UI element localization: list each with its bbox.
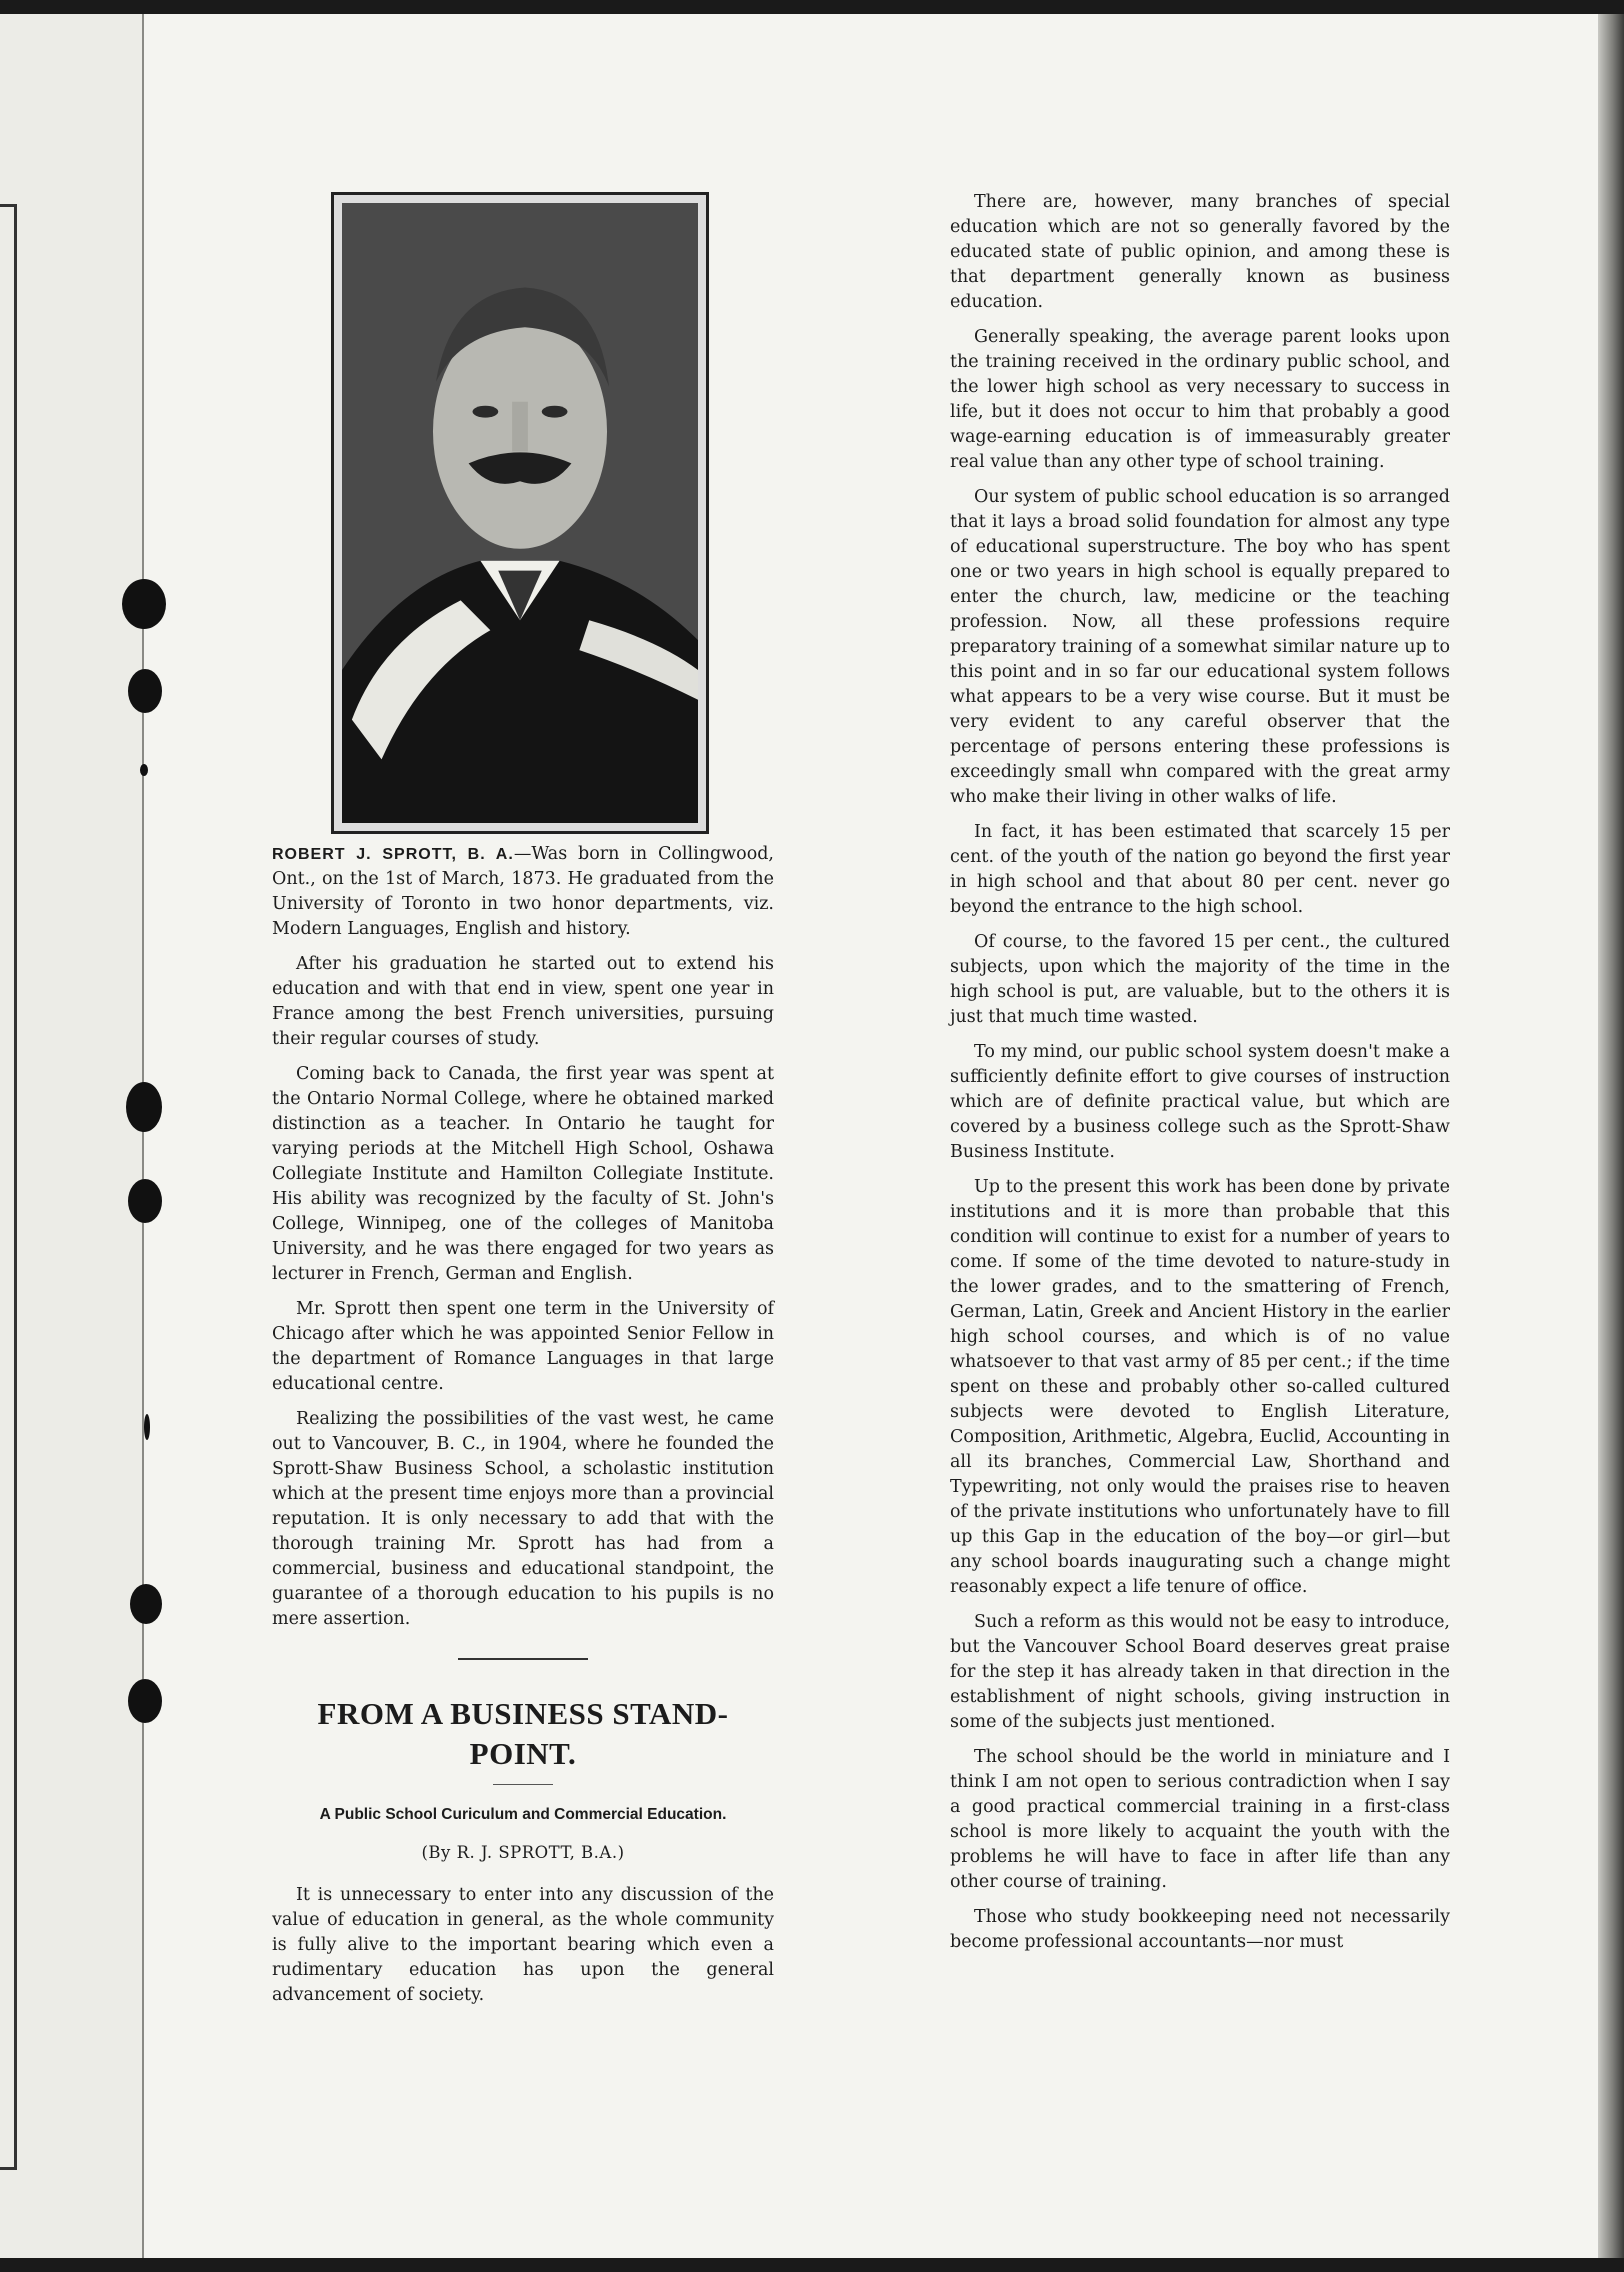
article-paragraph: Generally speaking, the average parent looks upon the training received in the ordinary public school, and the lower high school as very necessary to success in life, but it does not occur to him that probably a good wage-earning education is of immeasurably greater real value than any other type of school training. xyxy=(950,327,1450,472)
previous-page-edge xyxy=(0,14,144,2258)
bio-paragraph: After his graduation he started out to extend his education and with that end in view, spent one year in France among the best French universities, pursuing their regular courses of study. xyxy=(272,954,774,1049)
portrait-image xyxy=(342,203,698,823)
article-paragraph: In fact, it has been estimated that scarcely 15 per cent. of the youth of the nation go beyond the first year in high school and that about 80 per cent. never go beyond the entrance to the high school. xyxy=(950,822,1450,917)
article-title: FROM A BUSINESS STAND-POINT. xyxy=(317,1696,729,1771)
title-divider xyxy=(493,1784,553,1785)
binding-hole xyxy=(128,669,162,713)
right-column xyxy=(950,190,1450,1965)
binding-hole xyxy=(144,1414,150,1440)
binding-hole xyxy=(126,1082,162,1132)
caption-name: ROBERT J. SPROTT, B. A. xyxy=(272,846,514,863)
article-paragraph: It is unnecessary to enter into any discussion of the value of education in general, as the whole community is fully alive to the important bearing which even a rudimentary education has upon the general advancement of society. xyxy=(272,1885,774,2005)
bio-paragraph: Realizing the possibilities of the vast west, he came out to Vancouver, B. C., in 1904, where he founded the Sprott-Shaw Business School, a scholastic institution which at the present time enjoys more than a provincial reputation. It is only necessary to add that with the thorough training Mr. Sprott has had from a commercial, business and educational standpoint, the guarantee of a thorough education to his pupils is no mere assertion. xyxy=(272,1409,774,1629)
article-subtitle: A Public School Curiculum and Commercial Education. xyxy=(319,1806,727,1823)
article-byline: (By R. J. SPROTT, B.A.) xyxy=(421,1843,625,1862)
article-paragraph: Those who study bookkeeping need not necessarily become professional accountants—nor must xyxy=(950,1907,1450,1952)
binding-hole xyxy=(122,579,166,629)
bio-paragraph: Coming back to Canada, the first year was spent at the Ontario Normal College, where he obtained marked distinction as a teacher. In Ontario he taught for varying periods at the Mitchell High School, Oshawa Collegiate Institute and Hamilton Collegiate Institute. His ability was recognized by the faculty of St. John's College, Winnipeg, one of the colleges of Manitoba University, and he was there engaged for two years as lecturer in French, German and English. xyxy=(272,1064,774,1284)
previous-page-border xyxy=(0,204,17,2170)
section-divider xyxy=(458,1658,588,1660)
binding-hole xyxy=(128,1679,162,1723)
book-spine-edge xyxy=(1598,14,1624,2258)
article-paragraph: There are, however, many branches of special education which are not so generally favored by the educated state of public opinion, and among these is that department generally known as business education. xyxy=(950,192,1450,312)
article-paragraph: To my mind, our public school system doesn't make a sufficiently definite effort to give courses of instruction which are of definite practical value, but which are covered by a business college such as the Sprott-Shaw Business Institute. xyxy=(950,1042,1450,1162)
article-paragraph: Our system of public school education is so arranged that it lays a broad solid foundation for almost any type of educational superstructure. The boy who has spent one or two years in high school is equally prepared to enter the church, law, medicine or the teaching profession. Now, all these professions require preparatory training of a somewhat similar nature up to this point and in so far our educational system follows what appears to be a very wise course. But it must be very evident to any careful observer that the percentage of persons entering these professions is exceedingly small whn compared with the great army who make their living in other walks of life. xyxy=(950,487,1450,807)
left-column xyxy=(272,842,774,2018)
page xyxy=(0,14,1598,2258)
bio-paragraph: Mr. Sprott then spent one term in the University of Chicago after which he was appointed Senior Fellow in the department of Romance Languages in that large educational centre. xyxy=(272,1299,774,1394)
portrait-caption xyxy=(272,842,774,942)
binding-hole xyxy=(128,1179,162,1223)
binding-hole xyxy=(130,1584,162,1624)
article-paragraph: Such a reform as this would not be easy to introduce, but the Vancouver School Board deserves great praise for the step it has already taken in that direction in the establishment of night schools, giving instruction in some of the subjects just mentioned. xyxy=(950,1612,1450,1732)
portrait-photo xyxy=(331,192,709,834)
binding-hole xyxy=(140,764,148,776)
caption-text: —Was born in Collingwood, Ont., on the 1st of March, 1873. He graduated from the University of Toronto in two honor departments, viz. Modern Languages, English and history. xyxy=(272,844,774,939)
article-paragraph: The school should be the world in miniature and I think I am not open to serious contradiction when I say a good practical commercial training in a first-class school is more likely to acquaint the youth with the problems he will have to face in after life than any other course of training. xyxy=(950,1747,1450,1892)
article-paragraph: Of course, to the favored 15 per cent., the cultured subjects, upon which the majority of the time in the high school is put, are valuable, but to the others it is just that much time wasted. xyxy=(950,932,1450,1027)
article-paragraph: Up to the present this work has been done by private institutions and it is more than probable that this condition will continue to exist for a number of years to come. If some of the time devoted to nature-study in the lower grades, and to the smattering of French, German, Latin, Greek and Ancient History in the earlier high school courses, and which is of no value whatsoever to that vast army of 85 per cent.; if the time spent on these and probably other so-called cultured subjects were devoted to English Literature, Composition, Arithmetic, Algebra, Euclid, Accounting in all its branches, Commercial Law, Shorthand and Typewriting, not only would the praises rise to heaven of the private institutions who unfortunately have to fill up this Gap in the education of the boy—or girl—but any school boards inaugurating such a change might reasonably expect a life tenure of office. xyxy=(950,1177,1450,1597)
